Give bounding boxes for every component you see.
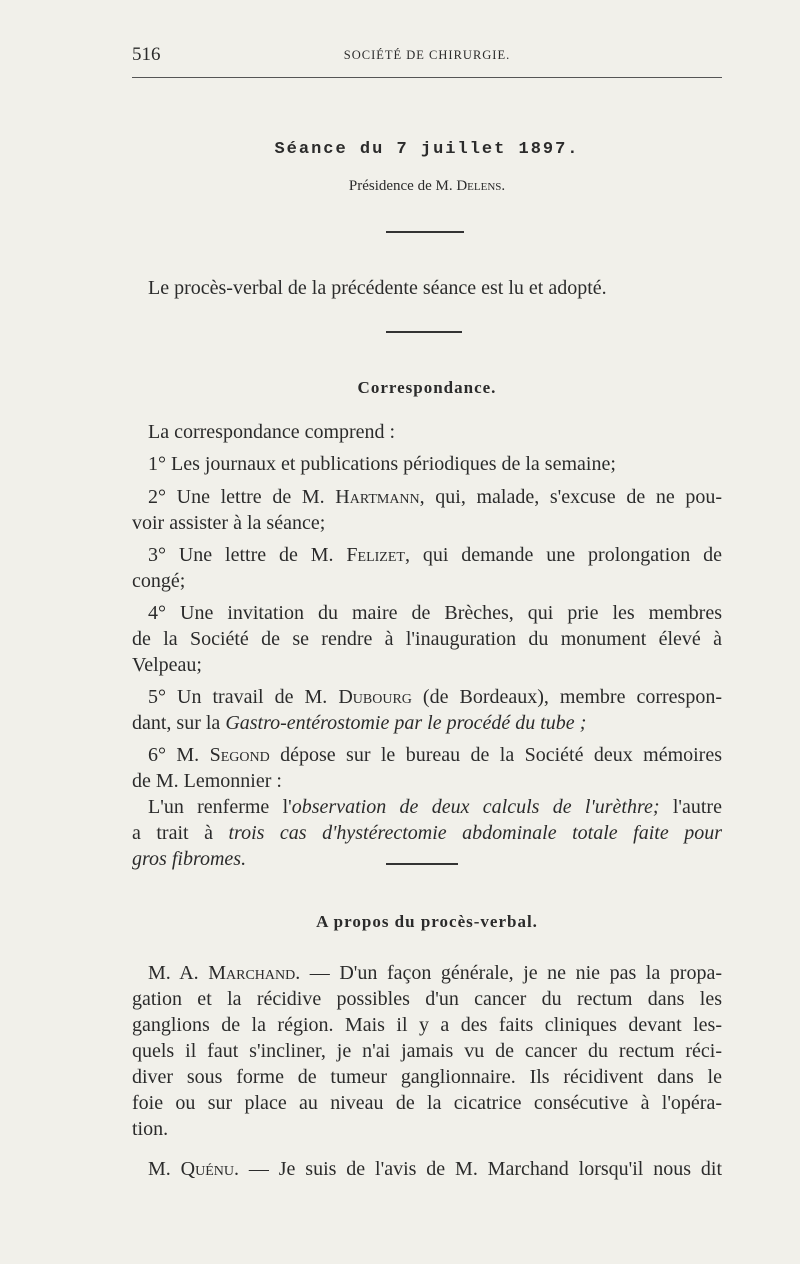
correspondance-body — [132, 419, 722, 872]
item-2-cont: voir assister à la séance; — [132, 512, 326, 534]
paragraph-line: ganglions de la région. Mais il y a des faits cliniques devant les- — [132, 1014, 722, 1036]
paragraph-line: tion. — [132, 1118, 169, 1140]
apropos-heading: A propos du procès-verbal. — [316, 912, 538, 931]
item-4-end: Velpeau; — [132, 654, 202, 676]
item-3-cont: congé; — [132, 570, 186, 592]
separator-rule — [386, 331, 462, 333]
separator-rule — [386, 231, 464, 233]
item-4: 4° Une invitation du maire de Brèches, qui prie les membres — [148, 602, 722, 624]
page-header — [132, 44, 722, 72]
item-6-end: gros fibromes. — [132, 848, 247, 870]
quenu-paragraph-start: M. Quénu. — Je suis de l'avis de M. Marchand lorsqu'il nous dit — [148, 1158, 722, 1180]
page-number: 516 — [132, 44, 161, 65]
correspondance-heading: Correspondance. — [357, 378, 497, 397]
marchand-paragraph-start: M. A. Marchand. — D'un façon générale, je ne nie pas la propa- — [148, 962, 722, 984]
header-rule — [132, 77, 722, 78]
presidence-line: Présidence de M. Delens. — [348, 178, 506, 194]
president-name: Delens — [456, 178, 502, 194]
seance-title: Séance du 7 juillet 1897. — [274, 140, 580, 159]
separator-rule — [386, 863, 458, 865]
item-3: 3° Une lettre de M. Felizet, qui demande une prolongation de — [148, 544, 722, 566]
item-2: 2° Une lettre de M. Hartmann, qui, malade, s'excuse de ne pou- — [148, 486, 723, 508]
item-6-first-memoire: L'un renferme l'observation de deux calculs de l'urèthre; l'autre — [148, 796, 722, 818]
running-head: SOCIÉTÉ DE CHIRURGIE. — [343, 48, 511, 62]
paragraph-line: quels il faut s'incliner, je n'ai jamais vu de cancer du rectum réci- — [132, 1040, 722, 1062]
correspondance-intro: La correspondance comprend : — [148, 421, 396, 443]
item-5-cont: dant, sur la Gastro-entérostomie par le procédé du tube ; — [132, 712, 587, 734]
item-6: 6° M. Segond dépose sur le bureau de la Société deux mémoires — [148, 744, 723, 766]
item-6-cont: de M. Lemonnier : — [132, 770, 282, 792]
apropos-body — [132, 960, 722, 1182]
item-4-cont: de la Société de se rendre à l'inauguration du monument élevé à — [132, 628, 722, 650]
item-1: 1° Les journaux et publications périodiques de la semaine; — [148, 453, 616, 475]
item-5: 5° Un travail de M. Dubourg (de Bordeaux), membre correspon- — [148, 686, 722, 708]
paragraph-line: diver sous forme de tumeur ganglionnaire. Ils récidivent dans le — [132, 1066, 722, 1088]
item-6-second-memoire: a trait à trois cas d'hystérectomie abdominale totale faite pour — [132, 822, 722, 844]
paragraph-line: foie ou sur place au niveau de la cicatrice consécutive à l'opéra- — [132, 1092, 722, 1114]
proces-verbal-text: Le procès-verbal de la précédente séance est lu et adopté. — [148, 277, 607, 299]
paragraph-line: gation et la récidive possibles d'un cancer du rectum dans les — [132, 988, 722, 1010]
